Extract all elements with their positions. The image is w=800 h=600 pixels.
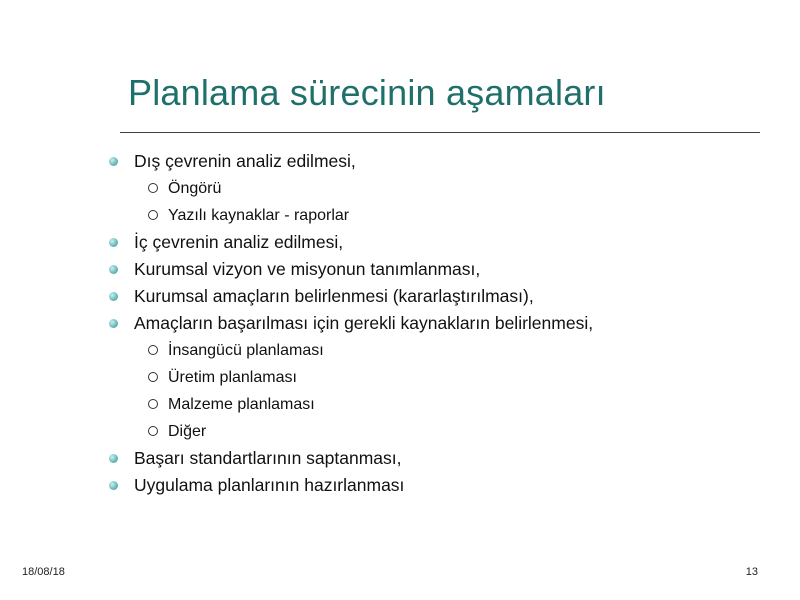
list-item	[104, 283, 784, 310]
round-bullet-icon	[109, 319, 118, 328]
list-item-text: Öngörü	[168, 180, 222, 197]
list-item-text: İnsangücü planlaması	[168, 342, 324, 359]
list-item	[104, 364, 784, 391]
list-item-text: Yazılı kaynaklar - raporlar	[168, 207, 350, 224]
list-item-text: Diğer	[168, 423, 207, 440]
list-item	[104, 445, 784, 472]
slide-title: Planlama sürecinin aşamaları	[128, 72, 606, 113]
list-item-text: Malzeme planlaması	[168, 396, 315, 413]
list-item-text: Üretim planlaması	[168, 369, 297, 386]
list-item	[104, 310, 784, 337]
circle-bullet-icon	[148, 399, 158, 409]
round-bullet-icon	[109, 265, 118, 274]
list-item	[104, 472, 784, 499]
circle-bullet-icon	[148, 345, 158, 355]
circle-bullet-icon	[148, 372, 158, 382]
round-bullet-icon	[109, 292, 118, 301]
list-item	[104, 202, 784, 229]
list-item-text: Amaçların başarılması için gerekli kaynakların belirlenmesi,	[134, 313, 594, 333]
list-item	[104, 256, 784, 283]
circle-bullet-icon	[148, 210, 158, 220]
list-item-text: Kurumsal vizyon ve misyonun tanımlanması,	[134, 259, 481, 279]
list-item-text: Kurumsal amaçların belirlenmesi (kararlaştırılması),	[134, 286, 534, 306]
round-bullet-icon	[109, 238, 118, 247]
circle-bullet-icon	[148, 183, 158, 193]
list-item-text: İç çevrenin analiz edilmesi,	[134, 232, 344, 252]
page-number: 13	[745, 566, 758, 578]
round-bullet-icon	[109, 454, 118, 463]
list-item	[104, 148, 784, 175]
list-item	[104, 337, 784, 364]
list-item-text: Dış çevrenin analiz edilmesi,	[134, 151, 356, 171]
list-item-text: Başarı standartlarının saptanması,	[134, 448, 402, 468]
bullet-list	[104, 148, 784, 499]
list-item	[104, 418, 784, 445]
footer-date: 18/08/18	[22, 566, 65, 578]
round-bullet-icon	[109, 481, 118, 490]
list-item	[104, 391, 784, 418]
list-item	[104, 175, 784, 202]
round-bullet-icon	[109, 157, 118, 166]
list-item-text: Uygulama planlarının hazırlanması	[134, 475, 405, 495]
title-divider	[120, 132, 760, 133]
list-item	[104, 229, 784, 256]
circle-bullet-icon	[148, 426, 158, 436]
